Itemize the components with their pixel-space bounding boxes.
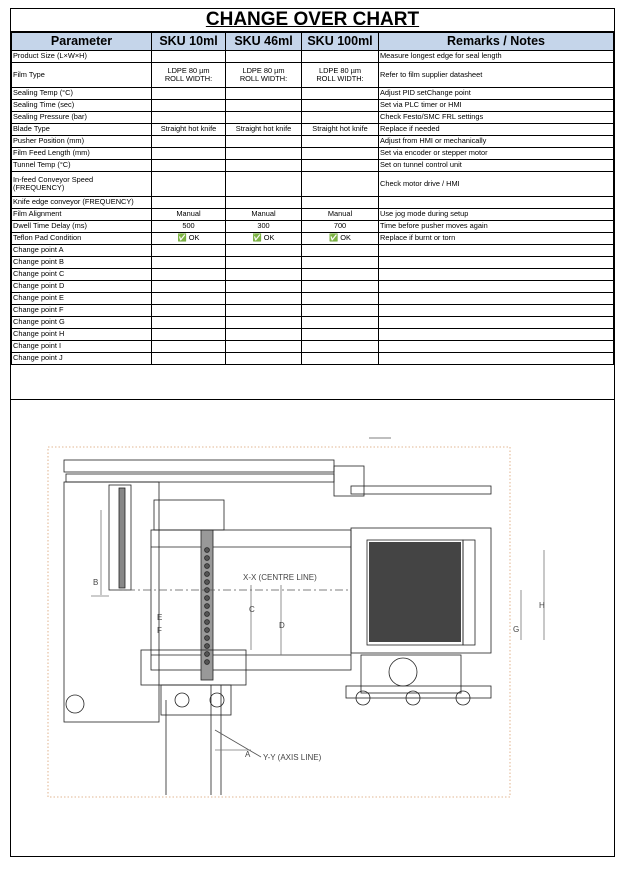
sku-100ml-cell [302,305,379,317]
sku-10ml-cell [152,160,226,172]
sku-10ml-cell-text: Manual [176,209,201,219]
header-row [12,33,614,51]
remarks-cell [379,221,614,233]
sku-10ml-cell [152,341,226,353]
sku-46ml-cell [226,293,302,305]
dim-g-label: G [513,625,520,634]
parameter-cell [12,100,152,112]
machine-layout-diagram [11,400,614,857]
change-over-sheet [10,8,615,857]
parameter-cell-text: Knife edge conveyor (FREQUENCY) [13,197,134,207]
table-row [12,317,614,329]
sku-10ml-cell-text-2: ROLL WIDTH: [164,74,213,83]
remarks-cell [379,293,614,305]
parameter-cell [12,353,152,365]
remarks-cell-text: Measure longest edge for seal length [380,51,502,61]
sku-100ml-cell-text: Straight hot knife [312,124,368,134]
table-row [12,136,614,148]
parameter-cell-text: Sealing Temp (°C) [13,88,73,98]
remarks-cell [379,100,614,112]
table-row [12,233,614,245]
parameter-cell-text: Change point H [13,329,65,339]
remarks-cell-text: Time before pusher moves again [380,221,488,231]
sku-10ml-cell [152,51,226,63]
sku-46ml-cell [226,341,302,353]
sku-46ml-cell-text-2: ROLL WIDTH: [239,74,288,83]
sku-10ml-cell [152,353,226,365]
sku-46ml-cell [226,317,302,329]
parameter-cell-text: Product Size (L×W×H) [13,51,87,61]
table-row [12,353,614,365]
header-sku-100ml: SKU 100ml [302,33,379,51]
sku-100ml-cell [302,341,379,353]
sku-100ml-cell [302,329,379,341]
remarks-cell [379,317,614,329]
remarks-cell [379,172,614,197]
header-parameter: Parameter [12,33,152,51]
parameter-cell-text: Film Type [13,69,45,79]
parameter-cell [12,136,152,148]
sku-100ml-cell [302,197,379,209]
remarks-cell-text: Check motor drive / HMI [380,178,460,188]
sku-10ml-cell [152,209,226,221]
sku-10ml-cell [152,317,226,329]
sku-100ml-cell [302,257,379,269]
remarks-cell [379,124,614,136]
sku-10ml-cell-text: LDPE 80 µm [167,65,210,75]
sku-10ml-cell [152,245,226,257]
sku-46ml-cell [226,245,302,257]
sku-46ml-cell [226,209,302,221]
centre-line-label: X-X (CENTRE LINE) [243,573,317,582]
sku-10ml-cell [152,281,226,293]
remarks-cell [379,148,614,160]
parameter-cell [12,112,152,124]
remarks-cell [379,353,614,365]
parameter-cell [12,160,152,172]
sku-46ml-cell-text: 300 [257,221,270,231]
dim-c-label: C [249,605,255,614]
remarks-cell-text: Adjust PID setChange point [380,88,471,98]
sku-100ml-cell [302,317,379,329]
table-row [12,305,614,317]
sku-46ml-cell [226,172,302,197]
parameter-cell [12,233,152,245]
sku-10ml-cell [152,112,226,124]
sku-46ml-cell-text: LDPE 80 µm [242,65,285,75]
dim-b-label: B [93,578,99,587]
header-sku-46ml: SKU 46ml [226,33,302,51]
machine-drawing [11,399,614,857]
table-row [12,293,614,305]
sku-10ml-cell [152,148,226,160]
sku-10ml-cell-text: 500 [182,221,195,231]
sku-46ml-cell [226,305,302,317]
table-row [12,172,614,197]
remarks-cell [379,269,614,281]
parameter-cell-text: Change point I [13,341,62,351]
table-row [12,197,614,209]
parameter-cell [12,341,152,353]
table-row [12,160,614,172]
top-rail [64,460,334,472]
remarks-cell [379,197,614,209]
parameter-cell-text: Tunnel Temp (°C) [13,160,71,170]
remarks-cell-text: Set via PLC timer or HMI [380,100,462,110]
parameter-cell [12,88,152,100]
sku-46ml-cell [226,160,302,172]
parameter-cell-text: Change point E [13,293,64,303]
table-row [12,148,614,160]
table-row [12,100,614,112]
sku-10ml-cell [152,100,226,112]
sku-46ml-cell-text: ✅ OK [252,233,275,243]
sku-10ml-cell [152,221,226,233]
sku-10ml-cell [152,305,226,317]
sku-100ml-cell-text: LDPE 80 µm [318,65,362,75]
remarks-cell-text: Set via encoder or stepper motor [380,148,488,158]
parameter-cell [12,257,152,269]
sku-46ml-cell-text: Manual [251,209,276,219]
remarks-cell [379,233,614,245]
table-row [12,209,614,221]
sku-10ml-cell [152,197,226,209]
sku-10ml-cell [152,172,226,197]
sku-100ml-cell [302,172,379,197]
remarks-cell [379,305,614,317]
sku-100ml-cell [302,100,379,112]
parameter-table [11,32,614,365]
sku-10ml-cell-text: ✅ OK [177,233,200,243]
sku-100ml-cell [302,209,379,221]
dim-e-label: E [157,613,163,622]
parameter-cell-text-2: (FREQUENCY) [13,183,65,192]
left-frame [64,482,159,722]
table-row [12,88,614,100]
remarks-cell-text: Check Festo/SMC FRL settings [380,112,484,122]
sku-46ml-cell [226,136,302,148]
parameter-cell [12,51,152,63]
sku-10ml-cell [152,293,226,305]
parameter-cell [12,172,152,197]
parameter-cell [12,209,152,221]
table-row [12,63,614,88]
dim-d-label: D [279,621,285,630]
sku-46ml-cell [226,112,302,124]
parameter-cell-text: Film Alignment [13,209,62,219]
sku-46ml-cell [226,51,302,63]
parameter-cell-text: Sealing Pressure (bar) [13,112,87,122]
sku-10ml-cell [152,124,226,136]
remarks-cell [379,51,614,63]
sku-10ml-cell-text: Straight hot knife [160,124,217,134]
parameter-cell-text: Blade Type [13,124,50,134]
sku-100ml-cell [302,269,379,281]
remarks-cell [379,136,614,148]
parameter-cell-text: Change point D [13,281,65,291]
axis-line-label: Y-Y (AXIS LINE) [263,753,322,762]
sku-46ml-cell [226,329,302,341]
sku-46ml-cell [226,269,302,281]
table-row [12,281,614,293]
table-row [12,245,614,257]
sku-100ml-cell [302,293,379,305]
table-row [12,257,614,269]
sku-100ml-cell [302,281,379,293]
parameter-cell [12,281,152,293]
remarks-cell-text: Adjust from HMI or mechanically [380,136,487,146]
sku-46ml-cell [226,281,302,293]
sku-10ml-cell [152,233,226,245]
page-title: CHANGE OVER CHART [11,9,614,32]
sku-46ml-cell [226,353,302,365]
remarks-cell [379,160,614,172]
sku-46ml-cell [226,63,302,88]
remarks-cell [379,112,614,124]
parameter-cell-text: Change point G [13,317,65,327]
remarks-cell-text: Replace if burnt or torn [380,233,456,243]
sku-100ml-cell [302,148,379,160]
parameter-cell [12,63,152,88]
sku-100ml-cell [302,112,379,124]
sku-10ml-cell [152,63,226,88]
parameter-cell-text: Sealing Time (sec) [13,100,75,110]
table-row [12,341,614,353]
table-row [12,329,614,341]
parameter-cell [12,148,152,160]
table-row [12,124,614,136]
sku-100ml-cell [302,63,379,88]
sku-10ml-cell [152,329,226,341]
sku-46ml-cell [226,124,302,136]
sku-46ml-cell [226,221,302,233]
parameter-cell [12,245,152,257]
sku-100ml-cell [302,353,379,365]
parameter-cell [12,269,152,281]
parameter-cell-text: Dwell Time Delay (ms) [13,221,87,231]
sku-10ml-cell [152,257,226,269]
parameter-cell [12,197,152,209]
sku-100ml-cell [302,245,379,257]
table-row [12,269,614,281]
sku-100ml-cell-text-2: ROLL WIDTH: [316,74,364,83]
sku-46ml-cell [226,233,302,245]
remarks-cell [379,209,614,221]
parameter-cell [12,317,152,329]
remarks-cell [379,341,614,353]
table-row [12,221,614,233]
remarks-cell-text: Set on tunnel control unit [380,160,462,170]
remarks-cell [379,245,614,257]
table-row [12,51,614,63]
parameter-cell-text: Change point B [13,257,64,267]
remarks-cell [379,257,614,269]
parameter-cell-text: Change point F [13,305,64,315]
header-sku-10ml: SKU 10ml [152,33,226,51]
remarks-cell [379,329,614,341]
sku-10ml-cell [152,136,226,148]
parameter-cell [12,293,152,305]
parameter-cell-text: Pusher Position (mm) [13,136,85,146]
sku-100ml-cell-text: Manual [327,209,353,219]
sku-100ml-cell [302,88,379,100]
remarks-cell-text: Refer to film supplier datasheet [380,69,483,79]
remarks-cell-text: Use jog mode during setup [380,209,469,219]
parameter-cell-text: Film Feed Length (mm) [13,148,90,158]
sku-10ml-cell [152,88,226,100]
sku-100ml-cell [302,124,379,136]
sku-100ml-cell [302,136,379,148]
product-grid [369,542,461,642]
sku-46ml-cell [226,148,302,160]
sku-100ml-cell-text: 700 [333,221,347,231]
parameter-cell-text: Change point J [13,353,63,363]
parameter-cell-text: Change point C [13,269,65,279]
sku-46ml-cell-text: Straight hot knife [235,124,292,134]
parameter-cell-text: In-feed Conveyor Speed [13,174,94,184]
parameter-cell-text: Change point A [13,245,64,255]
sku-100ml-cell [302,51,379,63]
table-row [12,112,614,124]
parameter-cell-text: Teflon Pad Condition [13,233,82,243]
remarks-cell [379,63,614,88]
remarks-cell [379,88,614,100]
parameter-cell [12,124,152,136]
parameter-cell [12,305,152,317]
parameter-cell [12,221,152,233]
sku-10ml-cell [152,269,226,281]
dim-a-label: A [245,750,251,759]
dim-f-label: F [157,626,162,635]
sku-46ml-cell [226,88,302,100]
sku-100ml-cell-text: ✅ OK [329,233,351,243]
header-remarks: Remarks / Notes [379,33,614,51]
parameter-cell [12,329,152,341]
sku-100ml-cell [302,233,379,245]
dim-h-label: H [539,601,545,610]
sku-46ml-cell [226,257,302,269]
remarks-cell-text: Replace if needed [380,124,440,134]
sku-46ml-cell [226,197,302,209]
sku-100ml-cell [302,160,379,172]
remarks-cell [379,281,614,293]
sku-46ml-cell [226,100,302,112]
sku-100ml-cell [302,221,379,233]
